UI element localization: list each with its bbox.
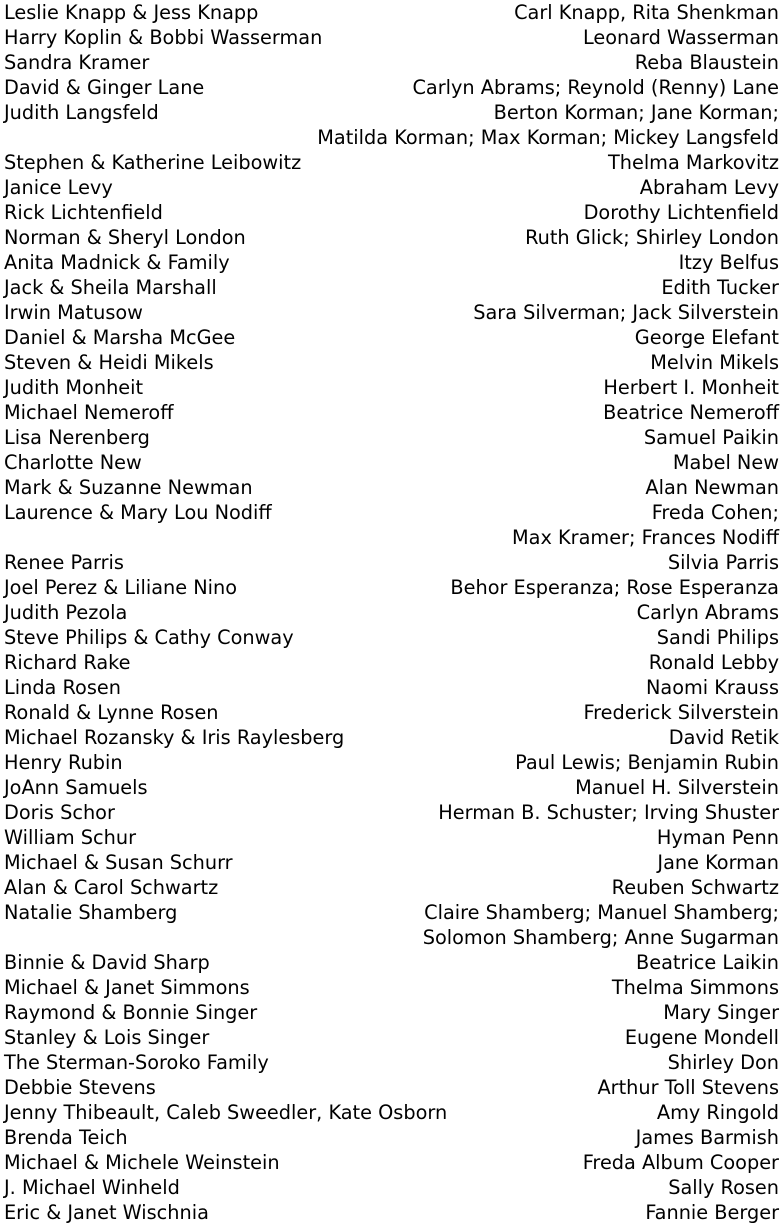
in-memory-of: Behor Esperanza; Rose Esperanza: [450, 576, 779, 599]
in-memory-of: Arthur Toll Stevens: [597, 1076, 779, 1099]
donor-name: Judith Langsfeld: [4, 101, 159, 124]
list-item: [4, 725, 779, 750]
in-memory-of: Naomi Krauss: [645, 676, 779, 699]
in-memory-of: Beatrice Laikin: [636, 951, 779, 974]
in-memory-of: Itzy Belfus: [678, 251, 779, 274]
in-memory-of: Jane Korman: [657, 851, 779, 874]
in-memory-of: Sandi Philips: [656, 626, 779, 649]
list-item: [4, 125, 779, 150]
donor-name: Norman & Sheryl London: [4, 226, 246, 249]
donor-name: Steven & Heidi Mikels: [4, 351, 214, 374]
list-item: [4, 425, 779, 450]
list-item: [4, 575, 779, 600]
list-item: [4, 900, 779, 925]
donor-name: Judith Pezola: [4, 601, 128, 624]
donor-name: J. Michael Winheld: [4, 1176, 180, 1199]
donor-name: Jenny Thibeault, Caleb Sweedler, Kate Osborn: [4, 1101, 448, 1124]
list-item: [4, 400, 779, 425]
in-memory-of: Sara Silverman; Jack Silverstein: [473, 301, 779, 324]
donor-name: Richard Rake: [4, 651, 131, 674]
list-item: [4, 250, 779, 275]
list-item: [4, 650, 779, 675]
in-memory-of: Silvia Parris: [667, 551, 779, 574]
donor-list: [4, 0, 779, 1225]
in-memory-of: Shirley Don: [667, 1051, 779, 1074]
donor-name: Michael & Janet Simmons: [4, 976, 250, 999]
in-memory-of: Dorothy Lichtenfield: [583, 201, 779, 224]
list-item: [4, 100, 779, 125]
list-item: [4, 300, 779, 325]
in-memory-of: Mabel New: [672, 451, 779, 474]
list-item: [4, 800, 779, 825]
in-memory-of: David Retik: [668, 726, 779, 749]
list-item: [4, 375, 779, 400]
in-memory-of: James Barmish: [635, 1126, 779, 1149]
in-memory-of: Alan Newman: [645, 476, 779, 499]
list-item: [4, 1150, 779, 1175]
list-item: [4, 325, 779, 350]
in-memory-of: Reuben Schwartz: [611, 876, 779, 899]
list-item: [4, 525, 779, 550]
list-item: [4, 675, 779, 700]
donor-name: Michael & Susan Schurr: [4, 851, 233, 874]
in-memory-of: Abraham Levy: [639, 176, 779, 199]
donor-name: Laurence & Mary Lou Nodiff: [4, 501, 272, 524]
list-item: [4, 25, 779, 50]
list-item: [4, 1000, 779, 1025]
list-item: [4, 1100, 779, 1125]
donor-name: Rick Lichtenfield: [4, 201, 163, 224]
list-item: [4, 700, 779, 725]
donor-name: Charlotte New: [4, 451, 142, 474]
in-memory-of: Edith Tucker: [661, 276, 779, 299]
donor-name: Brenda Teich: [4, 1126, 128, 1149]
donor-name: Binnie & David Sharp: [4, 951, 210, 974]
in-memory-of: Max Kramer; Frances Nodiff: [512, 526, 779, 549]
list-item: [4, 625, 779, 650]
donor-name: Joel Perez & Liliane Nino: [4, 576, 238, 599]
in-memory-of: Samuel Paikin: [643, 426, 779, 449]
donor-name: Lisa Nerenberg: [4, 426, 150, 449]
list-item: [4, 1200, 779, 1225]
list-item: [4, 1125, 779, 1150]
donor-name: Steve Philips & Cathy Conway: [4, 626, 294, 649]
in-memory-of: Thelma Markovitz: [607, 151, 779, 174]
donor-name: Linda Rosen: [4, 676, 121, 699]
in-memory-of: Manuel H. Silverstein: [575, 776, 779, 799]
list-item: [4, 150, 779, 175]
list-item: [4, 775, 779, 800]
list-item: [4, 500, 779, 525]
in-memory-of: Claire Shamberg; Manuel Shamberg;: [424, 901, 779, 924]
donor-name: Debbie Stevens: [4, 1076, 156, 1099]
in-memory-of: Berton Korman; Jane Korman;: [493, 101, 779, 124]
list-item: [4, 850, 779, 875]
donor-name: Janice Levy: [4, 176, 113, 199]
list-item: [4, 750, 779, 775]
donor-name: Jack & Sheila Marshall: [4, 276, 217, 299]
donor-name: Harry Koplin & Bobbi Wasserman: [4, 26, 323, 49]
donor-name: Daniel & Marsha McGee: [4, 326, 236, 349]
donor-name: Anita Madnick & Family: [4, 251, 230, 274]
in-memory-of: Amy Ringold: [656, 1101, 779, 1124]
list-item: [4, 925, 779, 950]
in-memory-of: Hyman Penn: [656, 826, 779, 849]
list-item: [4, 275, 779, 300]
list-item: [4, 825, 779, 850]
in-memory-of: Carlyn Abrams; Reynold (Renny) Lane: [412, 76, 779, 99]
in-memory-of: Carlyn Abrams: [636, 601, 779, 624]
in-memory-of: George Elefant: [634, 326, 779, 349]
donor-name: Henry Rubin: [4, 751, 123, 774]
list-item: [4, 1025, 779, 1050]
donor-name: Irwin Matusow: [4, 301, 143, 324]
list-item: [4, 350, 779, 375]
in-memory-of: Herman B. Schuster; Irving Shuster: [438, 801, 779, 824]
list-item: [4, 475, 779, 500]
donor-name: William Schur: [4, 826, 137, 849]
list-item: [4, 1050, 779, 1075]
list-item: [4, 450, 779, 475]
donor-name: Judith Monheit: [4, 376, 144, 399]
donor-name: Mark & Suzanne Newman: [4, 476, 253, 499]
donor-name: Stanley & Lois Singer: [4, 1026, 210, 1049]
in-memory-of: Melvin Mikels: [650, 351, 779, 374]
in-memory-of: Matilda Korman; Max Korman; Mickey Langsfeld: [317, 126, 779, 149]
donor-name: Stephen & Katherine Leibowitz: [4, 151, 302, 174]
donor-name: Michael & Michele Weinstein: [4, 1151, 280, 1174]
in-memory-of: Carl Knapp, Rita Shenkman: [514, 1, 779, 24]
donor-name: Doris Schor: [4, 801, 115, 824]
in-memory-of: Solomon Shamberg; Anne Sugarman: [422, 926, 779, 949]
donor-name: Sandra Kramer: [4, 51, 150, 74]
donor-name: Michael Nemeroff: [4, 401, 174, 424]
in-memory-of: Herbert I. Monheit: [603, 376, 779, 399]
donor-name: Raymond & Bonnie Singer: [4, 1001, 258, 1024]
list-item: [4, 0, 779, 25]
donor-name: JoAnn Samuels: [4, 776, 148, 799]
list-item: [4, 1175, 779, 1200]
in-memory-of: Mary Singer: [663, 1001, 779, 1024]
list-item: [4, 200, 779, 225]
in-memory-of: Fannie Berger: [645, 1201, 779, 1224]
list-item: [4, 225, 779, 250]
donor-name: Alan & Carol Schwartz: [4, 876, 219, 899]
in-memory-of: Thelma Simmons: [611, 976, 779, 999]
in-memory-of: Sally Rosen: [668, 1176, 779, 1199]
donor-name: Leslie Knapp & Jess Knapp: [4, 1, 259, 24]
list-item: [4, 975, 779, 1000]
donor-name: The Sterman-Soroko Family: [4, 1051, 269, 1074]
list-item: [4, 950, 779, 975]
list-item: [4, 550, 779, 575]
in-memory-of: Reba Blaustein: [634, 51, 779, 74]
list-item: [4, 875, 779, 900]
list-item: [4, 1075, 779, 1100]
in-memory-of: Eugene Mondell: [624, 1026, 779, 1049]
in-memory-of: Beatrice Nemeroff: [603, 401, 779, 424]
in-memory-of: Freda Album Cooper: [582, 1151, 779, 1174]
list-item: [4, 50, 779, 75]
donor-name: David & Ginger Lane: [4, 76, 205, 99]
in-memory-of: Ruth Glick; Shirley London: [525, 226, 779, 249]
donor-name: Eric & Janet Wischnia: [4, 1201, 209, 1224]
list-item: [4, 75, 779, 100]
donor-name: Renee Parris: [4, 551, 124, 574]
in-memory-of: Leonard Wasserman: [582, 26, 779, 49]
donor-name: Natalie Shamberg: [4, 901, 178, 924]
in-memory-of: Ronald Lebby: [648, 651, 779, 674]
in-memory-of: Freda Cohen;: [651, 501, 779, 524]
donor-name: Michael Rozansky & Iris Raylesberg: [4, 726, 345, 749]
list-item: [4, 600, 779, 625]
donor-name: Ronald & Lynne Rosen: [4, 701, 219, 724]
in-memory-of: Frederick Silverstein: [583, 701, 779, 724]
list-item: [4, 175, 779, 200]
in-memory-of: Paul Lewis; Benjamin Rubin: [515, 751, 779, 774]
